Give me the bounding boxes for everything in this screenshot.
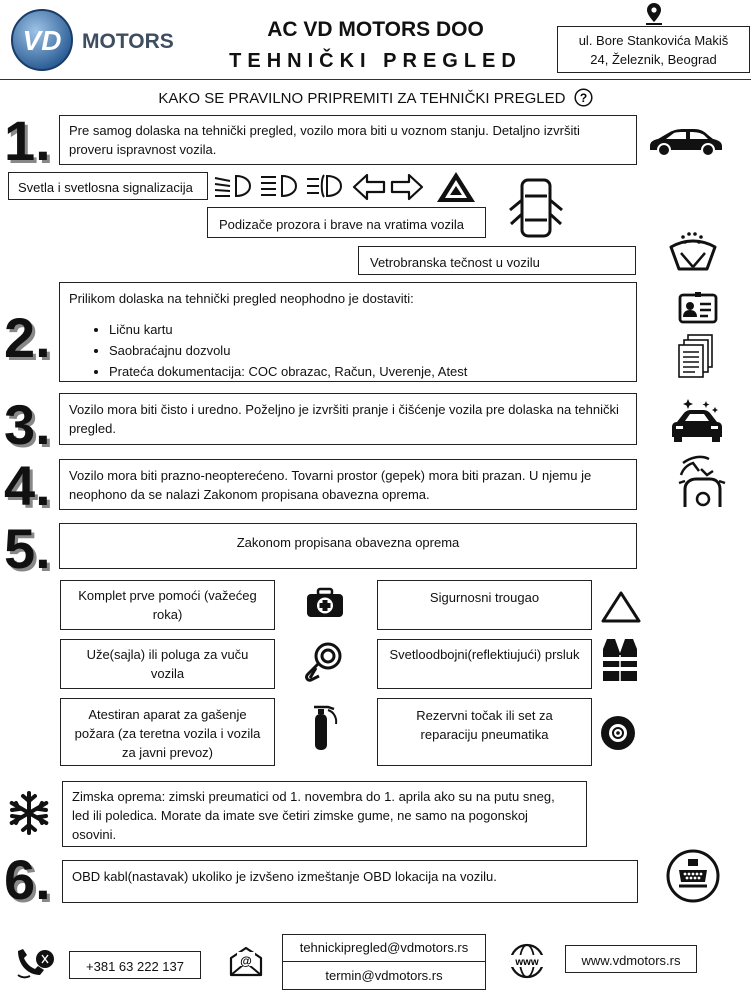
windows-label: Podizače prozora i brave na vratima vozila — [207, 207, 486, 238]
section-number-6: 6. — [4, 848, 51, 911]
documents-icon — [676, 333, 716, 381]
car-doors-icon — [508, 176, 564, 240]
clean-car-icon — [668, 397, 726, 443]
section-2-box — [59, 282, 637, 382]
tow-label: Uže(sajla) ili poluga za vuču vozila — [60, 639, 275, 689]
arrow-left-icon — [352, 172, 386, 202]
section-5-title: Zakonom propisana obavezna oprema — [59, 523, 637, 569]
triangle-label: Sigurnosni trougao — [377, 580, 592, 630]
svg-text:@: @ — [240, 954, 252, 968]
location-pin-icon — [643, 2, 665, 26]
list-item: • Saobraćajnu dozvolu — [109, 341, 624, 360]
spare-label: Rezervni točak ili set za reparaciju pneumatika — [377, 698, 592, 766]
tow-rope-icon — [302, 640, 346, 684]
first-aid-kit-icon — [305, 587, 345, 619]
warning-triangle-icon — [601, 590, 641, 624]
trunk-icon — [675, 453, 727, 511]
windshield-washer-icon — [665, 229, 721, 273]
section-1-text: Pre samog dolaska na tehnički pregled, vozilo mora biti u voznom stanju. Detaljno izvršiti proveru ispravnost vozila. — [59, 115, 637, 165]
logo-text: MOTORS — [82, 30, 174, 53]
svg-text:VD: VD — [22, 25, 62, 56]
id-card-icon — [677, 291, 719, 325]
documents-list — [69, 320, 624, 381]
address-line2: 24, Železnik, Beograd — [590, 52, 717, 67]
spare-wheel-icon — [599, 709, 637, 757]
section-number-2: 2. — [4, 306, 51, 369]
email-link-2[interactable]: termin@vdmotors.rs — [325, 968, 443, 983]
lights-label: Svetla i svetlosna signalizacija — [8, 172, 208, 200]
phone-number[interactable]: +381 63 222 137 — [69, 951, 201, 979]
page-heading — [0, 88, 751, 107]
page-title: TEHNIČKI PREGLED — [229, 50, 522, 72]
vest-label: Svetloodbojni(reflektiujući) prsluk — [377, 639, 592, 689]
fog-light-icon — [303, 172, 347, 200]
arrow-right-icon — [390, 172, 424, 202]
section-number-4: 4. — [4, 454, 51, 517]
winter-text: Zimska oprema: zimski preumatici od 1. novembra do 1. aprila ako su na putu sneg, led ili poledica. Morate da imate sve četiri zimske gume, ne samo na pogonskoj osovini. — [62, 781, 587, 847]
section-number-5: 5. — [4, 517, 51, 580]
list-item: • Ličnu kartu — [109, 320, 624, 339]
low-beam-icon — [212, 172, 256, 200]
washer-label: Vetrobranska tečnost u vozilu — [358, 246, 636, 275]
header-divider — [0, 79, 751, 80]
svg-text:www: www — [515, 957, 539, 968]
obd-icon — [665, 848, 721, 904]
globe-icon — [509, 943, 545, 979]
email-link-1[interactable]: tehnickipregled@vdmotors.rs — [283, 935, 485, 962]
website-link[interactable]: www.vdmotors.rs — [565, 945, 697, 973]
page-heading-text: KAKO SE PRAVILNO PRIPREMITI ZA TEHNIČKI PREGLED — [158, 90, 566, 107]
section-number-1: 1. — [4, 109, 51, 172]
safety-vest-icon — [601, 635, 639, 683]
car-icon — [646, 124, 726, 158]
extinguisher-label: Atestiran aparat za gašenje požara (za teretna vozila i vozila za javni prevoz) — [60, 698, 275, 766]
address-box — [557, 26, 750, 73]
high-beam-icon — [258, 172, 302, 200]
section-2-intro: Prilikom dolaska na tehnički pregled neophodno je dostaviti: — [69, 291, 414, 306]
snowflake-icon — [6, 790, 52, 836]
section-number-3: 3. — [4, 393, 51, 456]
help-circle-icon — [574, 88, 593, 107]
hazard-triangle-icon — [435, 170, 477, 204]
company-name: AC VD MOTORS DOO — [267, 18, 484, 41]
list-item: • Prateća dokumentacija: COC obrazac, Račun, Uverenje, Atest — [109, 362, 624, 381]
section-4-text: Vozilo mora biti prazno-neopterećeno. Tovarni prostor (gepek) mora biti prazan. U njemu je neophono da se nalazi Zakonom propisana obavezna oprema. — [59, 459, 637, 510]
email-box — [282, 934, 486, 990]
fire-extinguisher-icon — [306, 703, 342, 753]
phone-icon — [14, 945, 56, 979]
section-6-text: OBD kabl(nastavak) ukoliko je izvšeno izmeštanje OBD lokacija na vozilu. — [62, 860, 638, 903]
first-aid-label: Komplet prve pomoći (važećeg roka) — [60, 580, 275, 630]
address-line1: ul. Bore Stankovića Makiš — [578, 33, 729, 48]
email-icon — [229, 944, 263, 978]
svg-text:?: ? — [579, 91, 587, 105]
section-3-text: Vozilo mora biti čisto i uredno. Poželjno je izvršiti pranje i čišćenje vozila pre dolaska na tehnički pregled. — [59, 393, 637, 445]
